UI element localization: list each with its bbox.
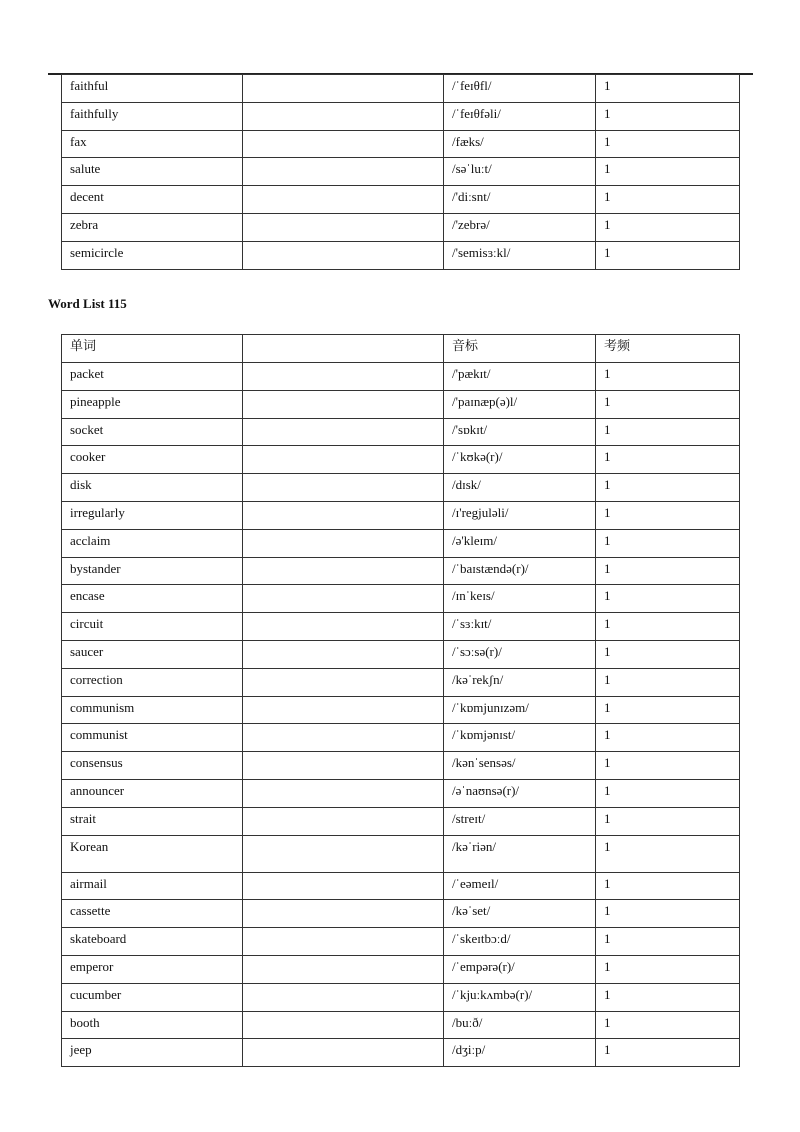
section-title: Word List 115	[48, 296, 127, 311]
blank-cell	[243, 928, 444, 956]
frequency-cell: 1	[596, 752, 740, 780]
blank-cell	[243, 955, 444, 983]
frequency-cell: 1	[596, 418, 740, 446]
word-cell: encase	[62, 585, 243, 613]
blank-cell	[243, 696, 444, 724]
table-row	[62, 640, 740, 668]
word-cell: booth	[62, 1011, 243, 1039]
table-row	[62, 900, 740, 928]
frequency-cell: 1	[596, 1039, 740, 1067]
table-row	[62, 779, 740, 807]
frequency-cell: 1	[596, 668, 740, 696]
frequency-cell: 1	[596, 102, 740, 130]
frequency-cell: 1	[596, 130, 740, 158]
phonetic-cell: /ˈkɒmjənɪst/	[444, 724, 596, 752]
blank-cell	[243, 130, 444, 158]
blank-cell	[243, 807, 444, 835]
blank-cell	[243, 1011, 444, 1039]
table-row	[62, 668, 740, 696]
phonetic-cell: /səˈluːt/	[444, 158, 596, 186]
table-row	[62, 186, 740, 214]
blank-cell	[243, 529, 444, 557]
table-row	[62, 75, 740, 103]
blank-cell	[243, 390, 444, 418]
frequency-cell: 1	[596, 872, 740, 900]
phonetic-cell: /ˈkjuːkʌmbə(r)/	[444, 983, 596, 1011]
table-header-row	[62, 335, 740, 363]
blank-cell	[243, 983, 444, 1011]
phonetic-cell: /ˈempərə(r)/	[444, 955, 596, 983]
blank-cell	[243, 835, 444, 872]
word-cell: faithful	[62, 75, 243, 103]
phonetic-cell: /kəˈset/	[444, 900, 596, 928]
phonetic-cell: /ə'kleɪm/	[444, 529, 596, 557]
table-row	[62, 529, 740, 557]
table-row	[62, 418, 740, 446]
frequency-cell: 1	[596, 955, 740, 983]
blank-cell	[243, 557, 444, 585]
blank-cell	[243, 779, 444, 807]
word-cell: fax	[62, 130, 243, 158]
frequency-cell: 1	[596, 900, 740, 928]
frequency-cell: 1	[596, 186, 740, 214]
word-cell: circuit	[62, 613, 243, 641]
word-cell: Korean	[62, 835, 243, 872]
word-cell: bystander	[62, 557, 243, 585]
phonetic-cell: /kənˈsensəs/	[444, 752, 596, 780]
phonetic-cell: /dʒiːp/	[444, 1039, 596, 1067]
table-row	[62, 585, 740, 613]
frequency-cell: 1	[596, 474, 740, 502]
word-cell: acclaim	[62, 529, 243, 557]
frequency-cell: 1	[596, 696, 740, 724]
phonetic-cell: /ˈkʊkə(r)/	[444, 446, 596, 474]
phonetic-cell: /'paɪnæp(ə)l/	[444, 390, 596, 418]
blank-cell	[243, 668, 444, 696]
table-row	[62, 446, 740, 474]
blank-cell	[243, 474, 444, 502]
blank-cell	[243, 872, 444, 900]
word-cell: cooker	[62, 446, 243, 474]
blank-cell	[243, 900, 444, 928]
blank-cell	[243, 752, 444, 780]
phonetic-cell: /ˈbaɪstændə(r)/	[444, 557, 596, 585]
frequency-cell: 1	[596, 158, 740, 186]
table-row	[62, 102, 740, 130]
table-row	[62, 390, 740, 418]
word-cell: semicircle	[62, 241, 243, 269]
word-cell: consensus	[62, 752, 243, 780]
frequency-cell: 1	[596, 363, 740, 391]
word-cell: salute	[62, 158, 243, 186]
blank-cell	[243, 613, 444, 641]
blank-cell	[243, 186, 444, 214]
blank-cell	[243, 158, 444, 186]
blank-cell	[243, 640, 444, 668]
table-row	[62, 752, 740, 780]
frequency-cell: 1	[596, 557, 740, 585]
table-row	[62, 363, 740, 391]
table-row	[62, 696, 740, 724]
word-table-list-115	[61, 334, 740, 1067]
table-row	[62, 213, 740, 241]
frequency-cell: 1	[596, 75, 740, 103]
table-row	[62, 474, 740, 502]
frequency-cell: 1	[596, 807, 740, 835]
blank-cell	[243, 724, 444, 752]
frequency-cell: 1	[596, 983, 740, 1011]
phonetic-cell: /kəˈrekʃn/	[444, 668, 596, 696]
table-row	[62, 835, 740, 872]
frequency-cell: 1	[596, 501, 740, 529]
table-row	[62, 872, 740, 900]
phonetic-cell: /'pækɪt/	[444, 363, 596, 391]
blank-cell	[243, 418, 444, 446]
table-row	[62, 613, 740, 641]
word-cell: faithfully	[62, 102, 243, 130]
blank-cell	[243, 241, 444, 269]
word-cell: cucumber	[62, 983, 243, 1011]
word-cell: pineapple	[62, 390, 243, 418]
table-row	[62, 955, 740, 983]
word-cell: correction	[62, 668, 243, 696]
phonetic-cell: /əˈnaʊnsə(r)/	[444, 779, 596, 807]
table-row	[62, 241, 740, 269]
blank-cell	[243, 213, 444, 241]
table-row	[62, 1039, 740, 1067]
phonetic-cell: /streɪt/	[444, 807, 596, 835]
word-cell: cassette	[62, 900, 243, 928]
phonetic-cell: /ˈfeɪθfl/	[444, 75, 596, 103]
frequency-cell: 1	[596, 529, 740, 557]
word-cell: decent	[62, 186, 243, 214]
phonetic-cell: /fæks/	[444, 130, 596, 158]
header-phonetic: 音标	[444, 335, 596, 363]
word-cell: communist	[62, 724, 243, 752]
phonetic-cell: /'diːsnt/	[444, 186, 596, 214]
word-cell: airmail	[62, 872, 243, 900]
phonetic-cell: /'zebrə/	[444, 213, 596, 241]
frequency-cell: 1	[596, 724, 740, 752]
blank-cell	[243, 446, 444, 474]
word-cell: packet	[62, 363, 243, 391]
word-cell: communism	[62, 696, 243, 724]
word-cell: disk	[62, 474, 243, 502]
frequency-cell: 1	[596, 241, 740, 269]
blank-cell	[243, 363, 444, 391]
phonetic-cell: /kəˈriən/	[444, 835, 596, 872]
header-word: 单词	[62, 335, 243, 363]
phonetic-cell: /ɪ'regjuləli/	[444, 501, 596, 529]
phonetic-cell: /ˈfeɪθfəli/	[444, 102, 596, 130]
frequency-cell: 1	[596, 640, 740, 668]
word-cell: irregularly	[62, 501, 243, 529]
blank-cell	[243, 75, 444, 103]
word-table-continued	[61, 74, 740, 270]
phonetic-cell: /dɪsk/	[444, 474, 596, 502]
table-row	[62, 928, 740, 956]
header-blank	[243, 335, 444, 363]
word-cell: strait	[62, 807, 243, 835]
phonetic-cell: /ˈskeɪtbɔːd/	[444, 928, 596, 956]
table-row	[62, 130, 740, 158]
table-row	[62, 501, 740, 529]
phonetic-cell: /'semisɜːkl/	[444, 241, 596, 269]
frequency-cell: 1	[596, 928, 740, 956]
frequency-cell: 1	[596, 835, 740, 872]
table-row	[62, 1011, 740, 1039]
frequency-cell: 1	[596, 390, 740, 418]
table-row	[62, 983, 740, 1011]
phonetic-cell: /ɪnˈkeɪs/	[444, 585, 596, 613]
word-cell: saucer	[62, 640, 243, 668]
table-row	[62, 158, 740, 186]
word-cell: skateboard	[62, 928, 243, 956]
phonetic-cell: /ˈsɜːkɪt/	[444, 613, 596, 641]
phonetic-cell: /ˈeəmeɪl/	[444, 872, 596, 900]
table-row	[62, 557, 740, 585]
header-frequency: 考频	[596, 335, 740, 363]
frequency-cell: 1	[596, 779, 740, 807]
word-cell: jeep	[62, 1039, 243, 1067]
phonetic-cell: /ˈsɔːsə(r)/	[444, 640, 596, 668]
word-cell: announcer	[62, 779, 243, 807]
frequency-cell: 1	[596, 1011, 740, 1039]
word-cell: emperor	[62, 955, 243, 983]
word-cell: zebra	[62, 213, 243, 241]
phonetic-cell: /'sɒkɪt/	[444, 418, 596, 446]
frequency-cell: 1	[596, 213, 740, 241]
phonetic-cell: /buːð/	[444, 1011, 596, 1039]
frequency-cell: 1	[596, 446, 740, 474]
blank-cell	[243, 501, 444, 529]
frequency-cell: 1	[596, 613, 740, 641]
frequency-cell: 1	[596, 585, 740, 613]
table-row	[62, 807, 740, 835]
blank-cell	[243, 1039, 444, 1067]
word-cell: socket	[62, 418, 243, 446]
blank-cell	[243, 102, 444, 130]
table-row	[62, 724, 740, 752]
blank-cell	[243, 585, 444, 613]
phonetic-cell: /ˈkɒmjunɪzəm/	[444, 696, 596, 724]
